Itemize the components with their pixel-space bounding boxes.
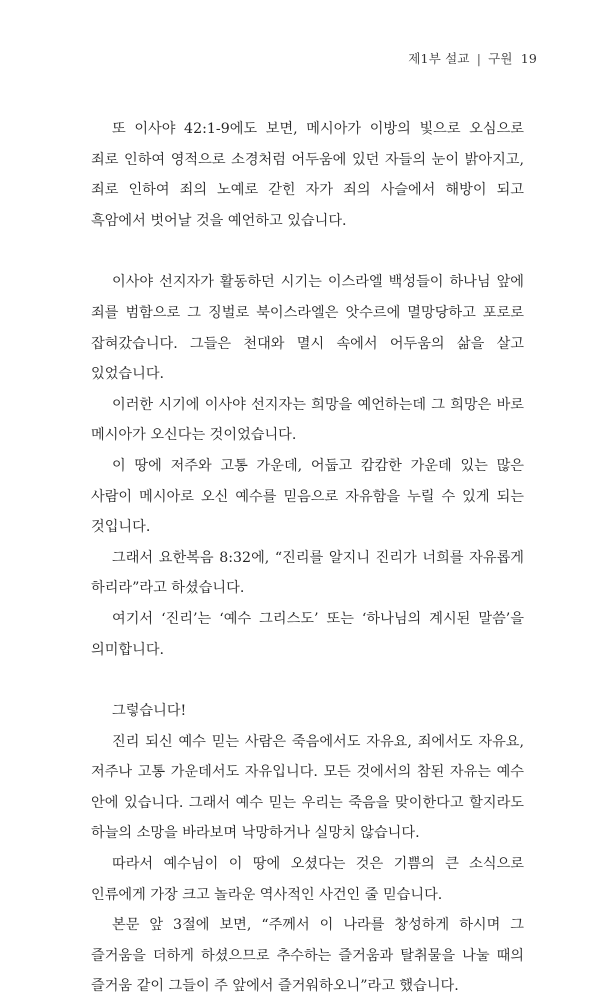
paragraph: 이 땅에 저주와 고통 가운데, 어둡고 캄캄한 가운데 있는 많은 사람이 메시아로 오신 예수를 믿음으로 자유함을 누릴 수 있게 되는 것입니다. (91, 457, 524, 536)
paragraph: 그렇습니다! (112, 703, 187, 720)
paragraph: 여기서 ‘진리’는 ‘예수 그리스도’ 또는 ‘하나님의 계시된 말씀’을 의미합니다. (91, 610, 524, 658)
body-text (91, 114, 524, 1002)
paragraph: 진리 되신 예수 믿는 사람은 죽음에서도 자유요, 죄에서도 자유요, 저주나 고통 가운데서도 자유입니다. 모든 것에서의 참된 자유는 예수 안에 있습니다. 그래서 예수 믿는 우리는 죽음을 맞이한다고 할지라도 하늘의 소망을 바라보며 낙망하거나 실망치 않습니다. (91, 733, 524, 842)
paragraph: 그래서 요한복음 8:32에, “진리를 알지니 진리가 너희를 자유롭게 하리라”라고 하셨습니다. (91, 549, 524, 597)
header-separator: | (476, 51, 482, 66)
paragraph: 이사야 선지자가 활동하던 시기는 이스라엘 백성들이 하나님 앞에 죄를 범함으로 그 징벌로 북이스라엘은 앗수르에 멸망당하고 포로로 잡혀갔습니다. 그들은 천대와 멸시 속에서 어두움의 삶을 살고 있었습니다. (91, 274, 524, 383)
running-header (408, 49, 537, 67)
header-chapter-title: 구원 (488, 51, 513, 66)
paragraph: 본문 앞 3절에 보면, “주께서 이 나라를 창성하게 하시며 그 즐거움을 더하게 하셨으므로 추수하는 즐거움과 탈취물을 나눌 때의 즐거움 같이 그들이 주 앞에서 즐거워하오니”라고 했습니다. (91, 917, 524, 995)
paragraph: 이러한 시기에 이사야 선지자는 희망을 예언하는데 그 희망은 바로 메시아가 오신다는 것이었습니다. (91, 396, 524, 444)
page-number: 19 (520, 51, 537, 66)
paragraph: 따라서 예수님이 이 땅에 오셨다는 것은 기쁨의 큰 소식으로 인류에게 가장 크고 놀라운 역사적인 사건인 줄 믿습니다. (91, 856, 524, 903)
paragraph: 또 이사야 42:1-9에도 보면, 메시아가 이방의 빛으로 오심으로 죄로 인하여 영적으로 소경처럼 어두움에 있던 자들의 눈이 밝아지고, 죄로 인하여 죄의 노예로 갇힌 자가 죄의 사슬에서 해방이 되고 흑암에서 벗어날 것을 예언하고 있습니다. (91, 121, 524, 229)
header-part-title: 제1부 설교 (408, 51, 470, 66)
